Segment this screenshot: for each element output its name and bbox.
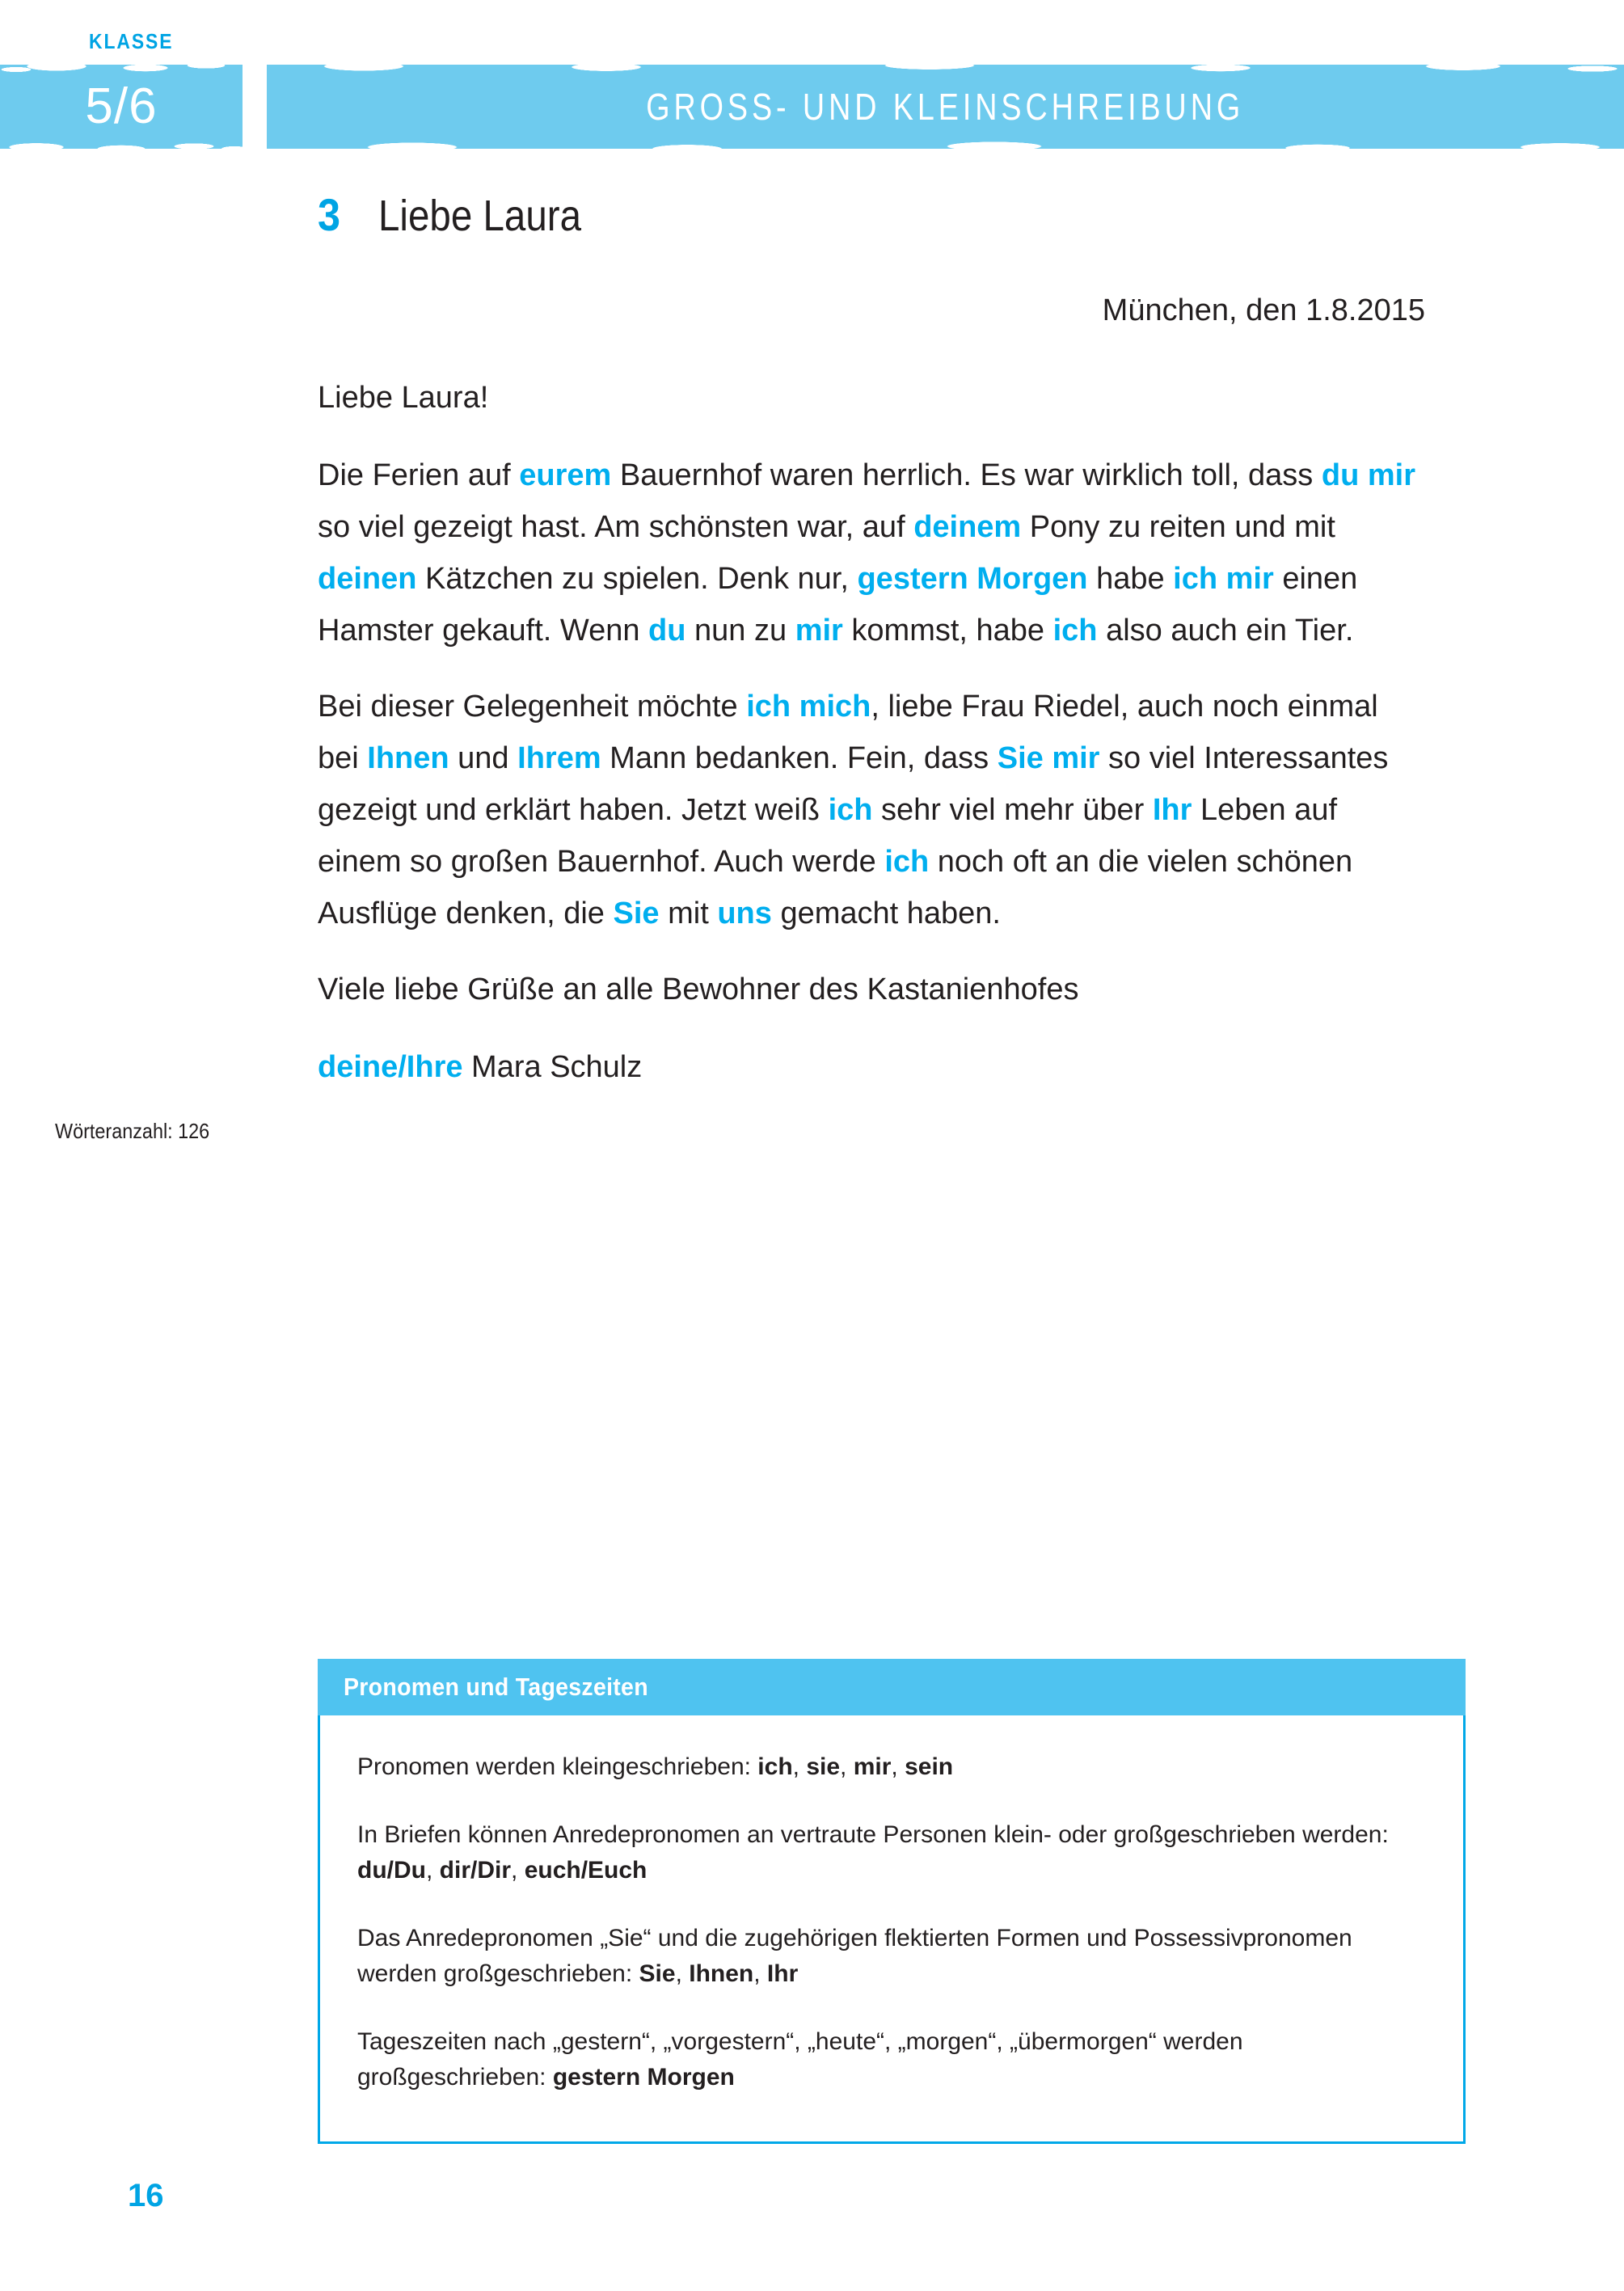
highlighted-pronoun: ich <box>1052 614 1098 648</box>
highlighted-pronoun: deinen <box>318 562 417 596</box>
info-box <box>318 1659 1466 2144</box>
highlighted-pronoun: ich <box>884 845 930 879</box>
klasse-badge-value: 5/6 <box>85 78 158 134</box>
info-box-rule: Tageszeiten nach „gestern“, „vorgestern“, „heute“, „morgen“, „übermorgen“ werden großgeschrieben: gestern Morgen <box>357 2028 1243 2091</box>
letter-signature: deine/Ihre Mara Schulz <box>318 1050 643 1084</box>
highlighted-pronoun: Sie <box>613 897 660 930</box>
word-count-note: Wörteranzahl: 126 <box>55 1119 210 1143</box>
bold-example: gestern Morgen <box>552 2064 735 2091</box>
highlighted-pronoun: uns <box>717 897 772 930</box>
letter-paragraph-2: Bei dieser Gelegenheit möchte ich mich, liebe Frau Riedel, auch noch einmal bei Ihnen und Ihrem Mann bedanken. Fein, dass Sie mir so viel Interessantes gezeigt und erklärt haben. Jetzt weiß ich sehr viel mehr über Ihr Leben auf einem so großen Bauernhof. Auch werde ich noch oft an die vielen schönen Ausflüge denken, die Sie mit uns gemacht haben. <box>318 690 1389 930</box>
page-number: 16 <box>128 2178 164 2213</box>
bold-example: Ihr <box>766 1960 799 1987</box>
highlighted-pronoun: du mir <box>1321 458 1415 492</box>
letter-paragraph-1: Die Ferien auf eurem Bauernhof waren herrlich. Es war wirklich toll, dass du mir so viel gezeigt hast. Am schönsten war, auf deinem Pony zu reiten und mit deinen Kätzchen zu spielen. Denk nur, gestern Morgen habe ich mir einen Hamster gekauft. Wenn du nun zu mir kommst, habe ich also auch ein Tier. <box>318 458 1415 648</box>
exercise-title: Liebe Laura <box>378 192 582 240</box>
bold-example: sein <box>905 1753 954 1780</box>
bold-example: euch/Euch <box>524 1857 647 1884</box>
info-box-body <box>318 1715 1466 2144</box>
letter-salutation: Liebe Laura! <box>318 381 489 415</box>
chapter-header-bar <box>267 65 1624 149</box>
highlighted-pronoun: ich mich <box>746 690 871 724</box>
info-box-rule: Pronomen werden kleingeschrieben: ich, sie, mir, sein <box>357 1753 954 1780</box>
bold-example: Sie <box>639 1960 676 1987</box>
highlighted-pronoun: eurem <box>519 458 612 492</box>
bold-example: sie <box>806 1753 841 1780</box>
highlighted-pronoun: Ihrem <box>517 741 601 775</box>
info-box-header <box>318 1659 1466 1715</box>
highlighted-pronoun: Sie mir <box>997 741 1100 775</box>
highlighted-pronoun: Ihnen <box>367 741 449 775</box>
info-box-rule: In Briefen können Anredepronomen an vertraute Personen klein- oder großgeschrieben werden: du/Du, dir/Dir, euch/Euch <box>357 1821 1389 1884</box>
bold-example: mir <box>853 1753 892 1780</box>
letter-date: München, den 1.8.2015 <box>1102 293 1425 327</box>
chapter-title: GROSS- UND KLEINSCHREIBUNG <box>646 86 1245 128</box>
exercise-number: 3 <box>318 189 341 240</box>
info-box-rule: Das Anredepronomen „Sie“ und die zugehörigen flektierten Formen und Possessivpronomen werden großgeschrieben: Sie, Ihnen, Ihr <box>357 1925 1352 1987</box>
letter-closing: Viele liebe Grüße an alle Bewohner des Kastanienhofes <box>318 973 1079 1006</box>
highlighted-pronoun: deinem <box>913 510 1022 544</box>
letter-content <box>318 285 1425 1093</box>
bold-example: ich <box>757 1753 793 1780</box>
info-box-title: Pronomen und Tageszeiten <box>344 1673 648 1701</box>
klasse-label: KLASSE <box>89 29 174 53</box>
highlighted-pronoun: mir <box>795 614 843 648</box>
bold-example: du/Du <box>357 1857 426 1884</box>
highlighted-pronoun: du <box>648 614 686 648</box>
bold-example: Ihnen <box>689 1960 754 1987</box>
highlighted-pronoun: deine/Ihre <box>318 1050 463 1084</box>
klasse-badge <box>0 65 243 149</box>
highlighted-pronoun: ich mir <box>1173 562 1274 596</box>
bold-example: dir/Dir <box>439 1857 512 1884</box>
highlighted-pronoun: ich <box>828 793 873 827</box>
exercise-heading <box>318 189 609 240</box>
highlighted-pronoun: gestern Morgen <box>857 562 1088 596</box>
highlighted-pronoun: Ihr <box>1152 793 1192 827</box>
